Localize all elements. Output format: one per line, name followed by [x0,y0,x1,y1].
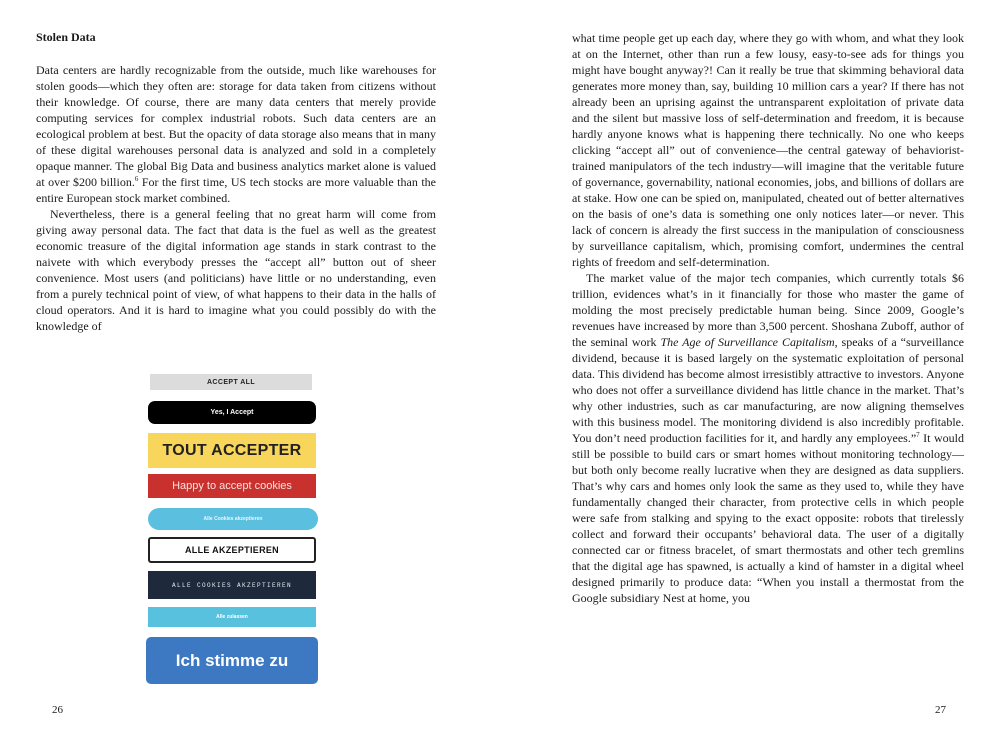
paragraph-text: , speaks of a “surveillance dividend, because it is based largely on the systematic exploitation of personal data. This dividend has become almost irresistibly attractive to investors. Anyone who does not offer a surveillance dividend has little chance in the market. That’s why other industries, such as car manufacturing, are now aligning themselves with this business model. The monitoring dividend is also incredibly profitable. You don’t need production facilities for it, and hardly any employees.” [572,335,964,445]
right-page [500,0,1000,750]
paragraph-text: Data centers are hardly recognizable from the outside, much like warehouses for stolen goods—which they often are: storage for data taken from citizens without their knowledge. Of course, there are many data centers that merely provide computing services for complex industrial robots. Such data centers are an ecological problem at best. But the opacity of data storage also means that in many of these digital warehouses personal data is analyzed and sold in a completely opaque manner. The global Big Data and business analytics market alone is valued at over $200 billion. [36,63,436,189]
alle-akzeptieren-button: ALLE AKZEPTIEREN [148,537,316,563]
footnote-marker: 7 [916,431,920,439]
happy-to-accept-cookies-button: Happy to accept cookies [148,474,316,498]
book-title: The Age of Surveillance Capitalism [660,335,835,349]
paragraph: what time people get up each day, where they go with whom, and what they look at on the Internet, other than run a few lousy, easy-to-see ads for things you might have bought anyway?! Can it really be true that skimming behavioral data generates more money than, say, building 10 million cars a year? If there has not already been an uprising against the untransparent exploitation of private data and the silent but massive loss of self-determination and freedom, it is because hardly anyone knows what is happening there technically. No one who keeps clicking “accept all” out of convenience—the central gateway of behaviorist-trained manipulators of the tech industry—will imagine that the veritable future of governance, governability, national economies, jobs, and billions of dollars are at stake. How one can be spied on, manipulated, cheated out of better alternatives on the basis of one’s data is something one only notices later—or never. This lack of concern is already the first success in the manipulation of consciousness by surveillance capitalism, which, promising comfort, undermines the central rights of freedom and self-determination. [572,31,964,269]
section-heading: Stolen Data [36,30,96,44]
right-column-text [572,30,964,606]
footnote-marker: 6 [134,175,139,183]
accept-all-button: ACCEPT ALL [150,374,312,390]
yes-i-accept-button: Yes, I Accept [148,401,316,424]
ich-stimme-zu-button: Ich stimme zu [146,637,318,684]
page-number: 26 [52,704,63,716]
alle-zulassen-button: Alle zulassen [148,607,316,627]
page-number: 27 [935,704,946,716]
paragraph: Nevertheless, there is a general feeling that no great harm will come from giving away personal data. The fact that data is the fuel as well as the greatest economic treasure of the digital information age stands in stark contrast to the naivete with which everybody presses the “accept all” button out of sheer convenience. Most users (and politicians) have little or no understanding, even from a purely technical point of view, of what happens to their data in the halls of cloud operators. And it is hard to imagine what you could possibly do with the knowledge of [36,207,436,333]
alle-cookies-akzeptieren-dark-button: ALLE COOKIES AKZEPTIEREN [148,571,316,599]
paragraph [572,270,964,606]
paragraph-text: It would still be possible to build cars or smart homes without monitoring technology—but both only become really lucrative when they are designed as data suppliers. That’s why cars and homes only look the same as they used to, while they have fundamentally changed their character, from protective cells in which people were safe from stalking and spying to the exact opposite: robots that tirelessly collect and forward their occupants’ behavioral data. The user of a digitally connected car or fitness bracelet, of smart thermostats and other tech gremlins that the digital age has spawned, is actually a kind of hamster in a digital wheel designed primarily to produce data: “When you install a thermostat from the Google subsidiary Nest at home, you [572,431,964,605]
paragraph-text: For the first time, US tech stocks are more valuable than the entire European stock market combined. [36,175,437,205]
alle-cookies-akzeptieren-pill-button: Alle Cookies akzeptieren [148,508,318,530]
paragraph-text: The market value of the major tech companies, which currently totals $6 trillion, evidences what’s in it financially for those who master the game of molding the most precisely predictable human being. Since 2009, Google’s revenues have increased by more than 3,500 percent. Shoshana Zuboff, author of the seminal work [572,271,964,349]
tout-accepter-button: TOUT ACCEPTER [148,433,316,468]
